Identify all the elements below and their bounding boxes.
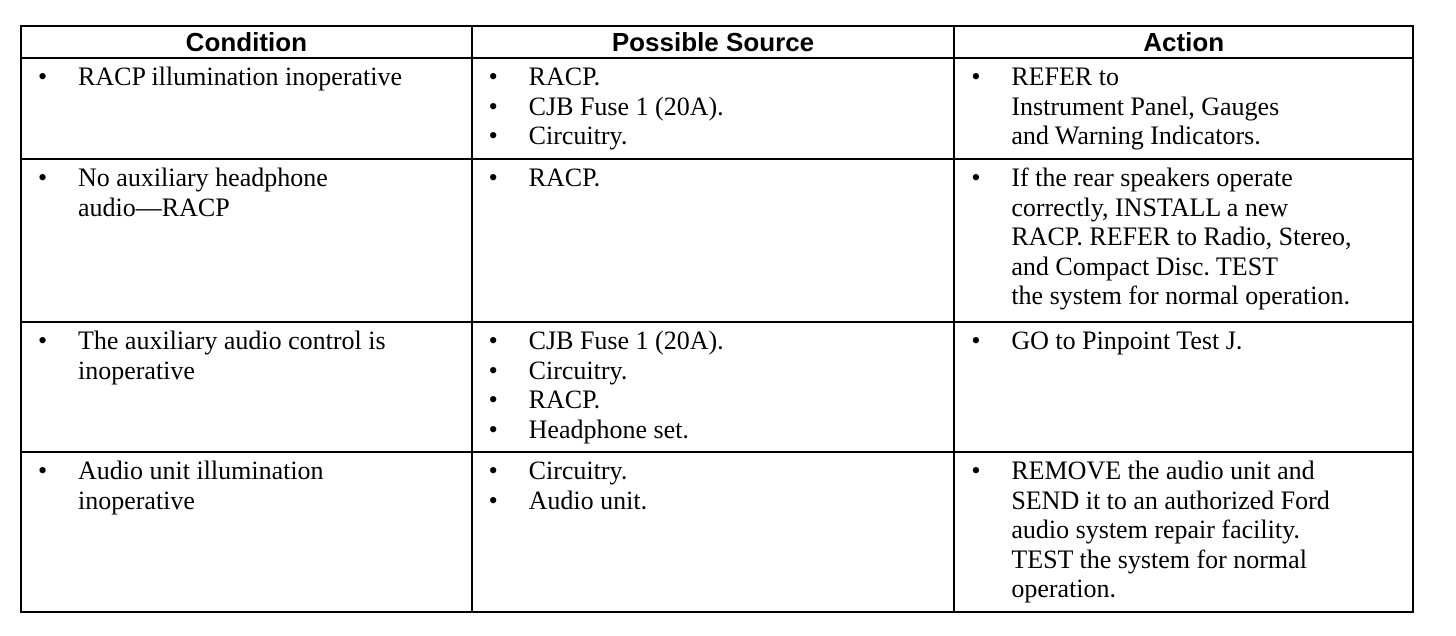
action-text: • GO to Pinpoint Test J. xyxy=(967,326,1408,356)
condition-text: • The auxiliary audio control is inoperative xyxy=(34,326,467,385)
condition-cell xyxy=(21,322,472,452)
source-item: • RACP. xyxy=(485,62,950,92)
source-item: • RACP. xyxy=(485,163,950,193)
source-item: • Headphone set. xyxy=(485,415,950,445)
source-item: • CJB Fuse 1 (20A). xyxy=(485,326,950,356)
condition-text: • RACP illumination inoperative xyxy=(34,62,467,92)
source-cell xyxy=(472,159,955,322)
action-cell xyxy=(954,58,1413,159)
action-text: • If the rear speakers operate correctly, INSTALL a new RACP. REFER to Radio, Stereo, and Compact Disc. TEST the system for normal operation. xyxy=(967,163,1408,311)
table-row xyxy=(21,452,1413,612)
source-item: • Audio unit. xyxy=(485,486,950,516)
source-item: • Circuitry. xyxy=(485,456,950,486)
condition-text: • Audio unit illumination inoperative xyxy=(34,456,467,515)
action-cell xyxy=(954,452,1413,612)
action-text: • REMOVE the audio unit and SEND it to an authorized Ford audio system repair facility. TEST the system for normal operation. xyxy=(967,456,1408,604)
header-row xyxy=(21,26,1413,58)
condition-cell xyxy=(21,452,472,612)
condition-cell xyxy=(21,58,472,159)
action-header: Action xyxy=(954,26,1413,58)
table-row xyxy=(21,322,1413,452)
possible-source-header: Possible Source xyxy=(472,26,955,58)
condition-cell xyxy=(21,159,472,322)
source-item: • Circuitry. xyxy=(485,356,950,386)
diagnosis-table xyxy=(20,25,1414,613)
source-cell xyxy=(472,322,955,452)
action-cell xyxy=(954,322,1413,452)
source-item: • RACP. xyxy=(485,385,950,415)
source-item: • Circuitry. xyxy=(485,121,950,151)
source-item: • CJB Fuse 1 (20A). xyxy=(485,92,950,122)
action-text: • REFER to Instrument Panel, Gauges and Warning Indicators. xyxy=(967,62,1408,151)
action-cell xyxy=(954,159,1413,322)
table-row xyxy=(21,159,1413,322)
table-row xyxy=(21,58,1413,159)
source-cell xyxy=(472,452,955,612)
condition-text: • No auxiliary headphone audio—RACP xyxy=(34,163,467,222)
condition-header: Condition xyxy=(21,26,472,58)
source-cell xyxy=(472,58,955,159)
